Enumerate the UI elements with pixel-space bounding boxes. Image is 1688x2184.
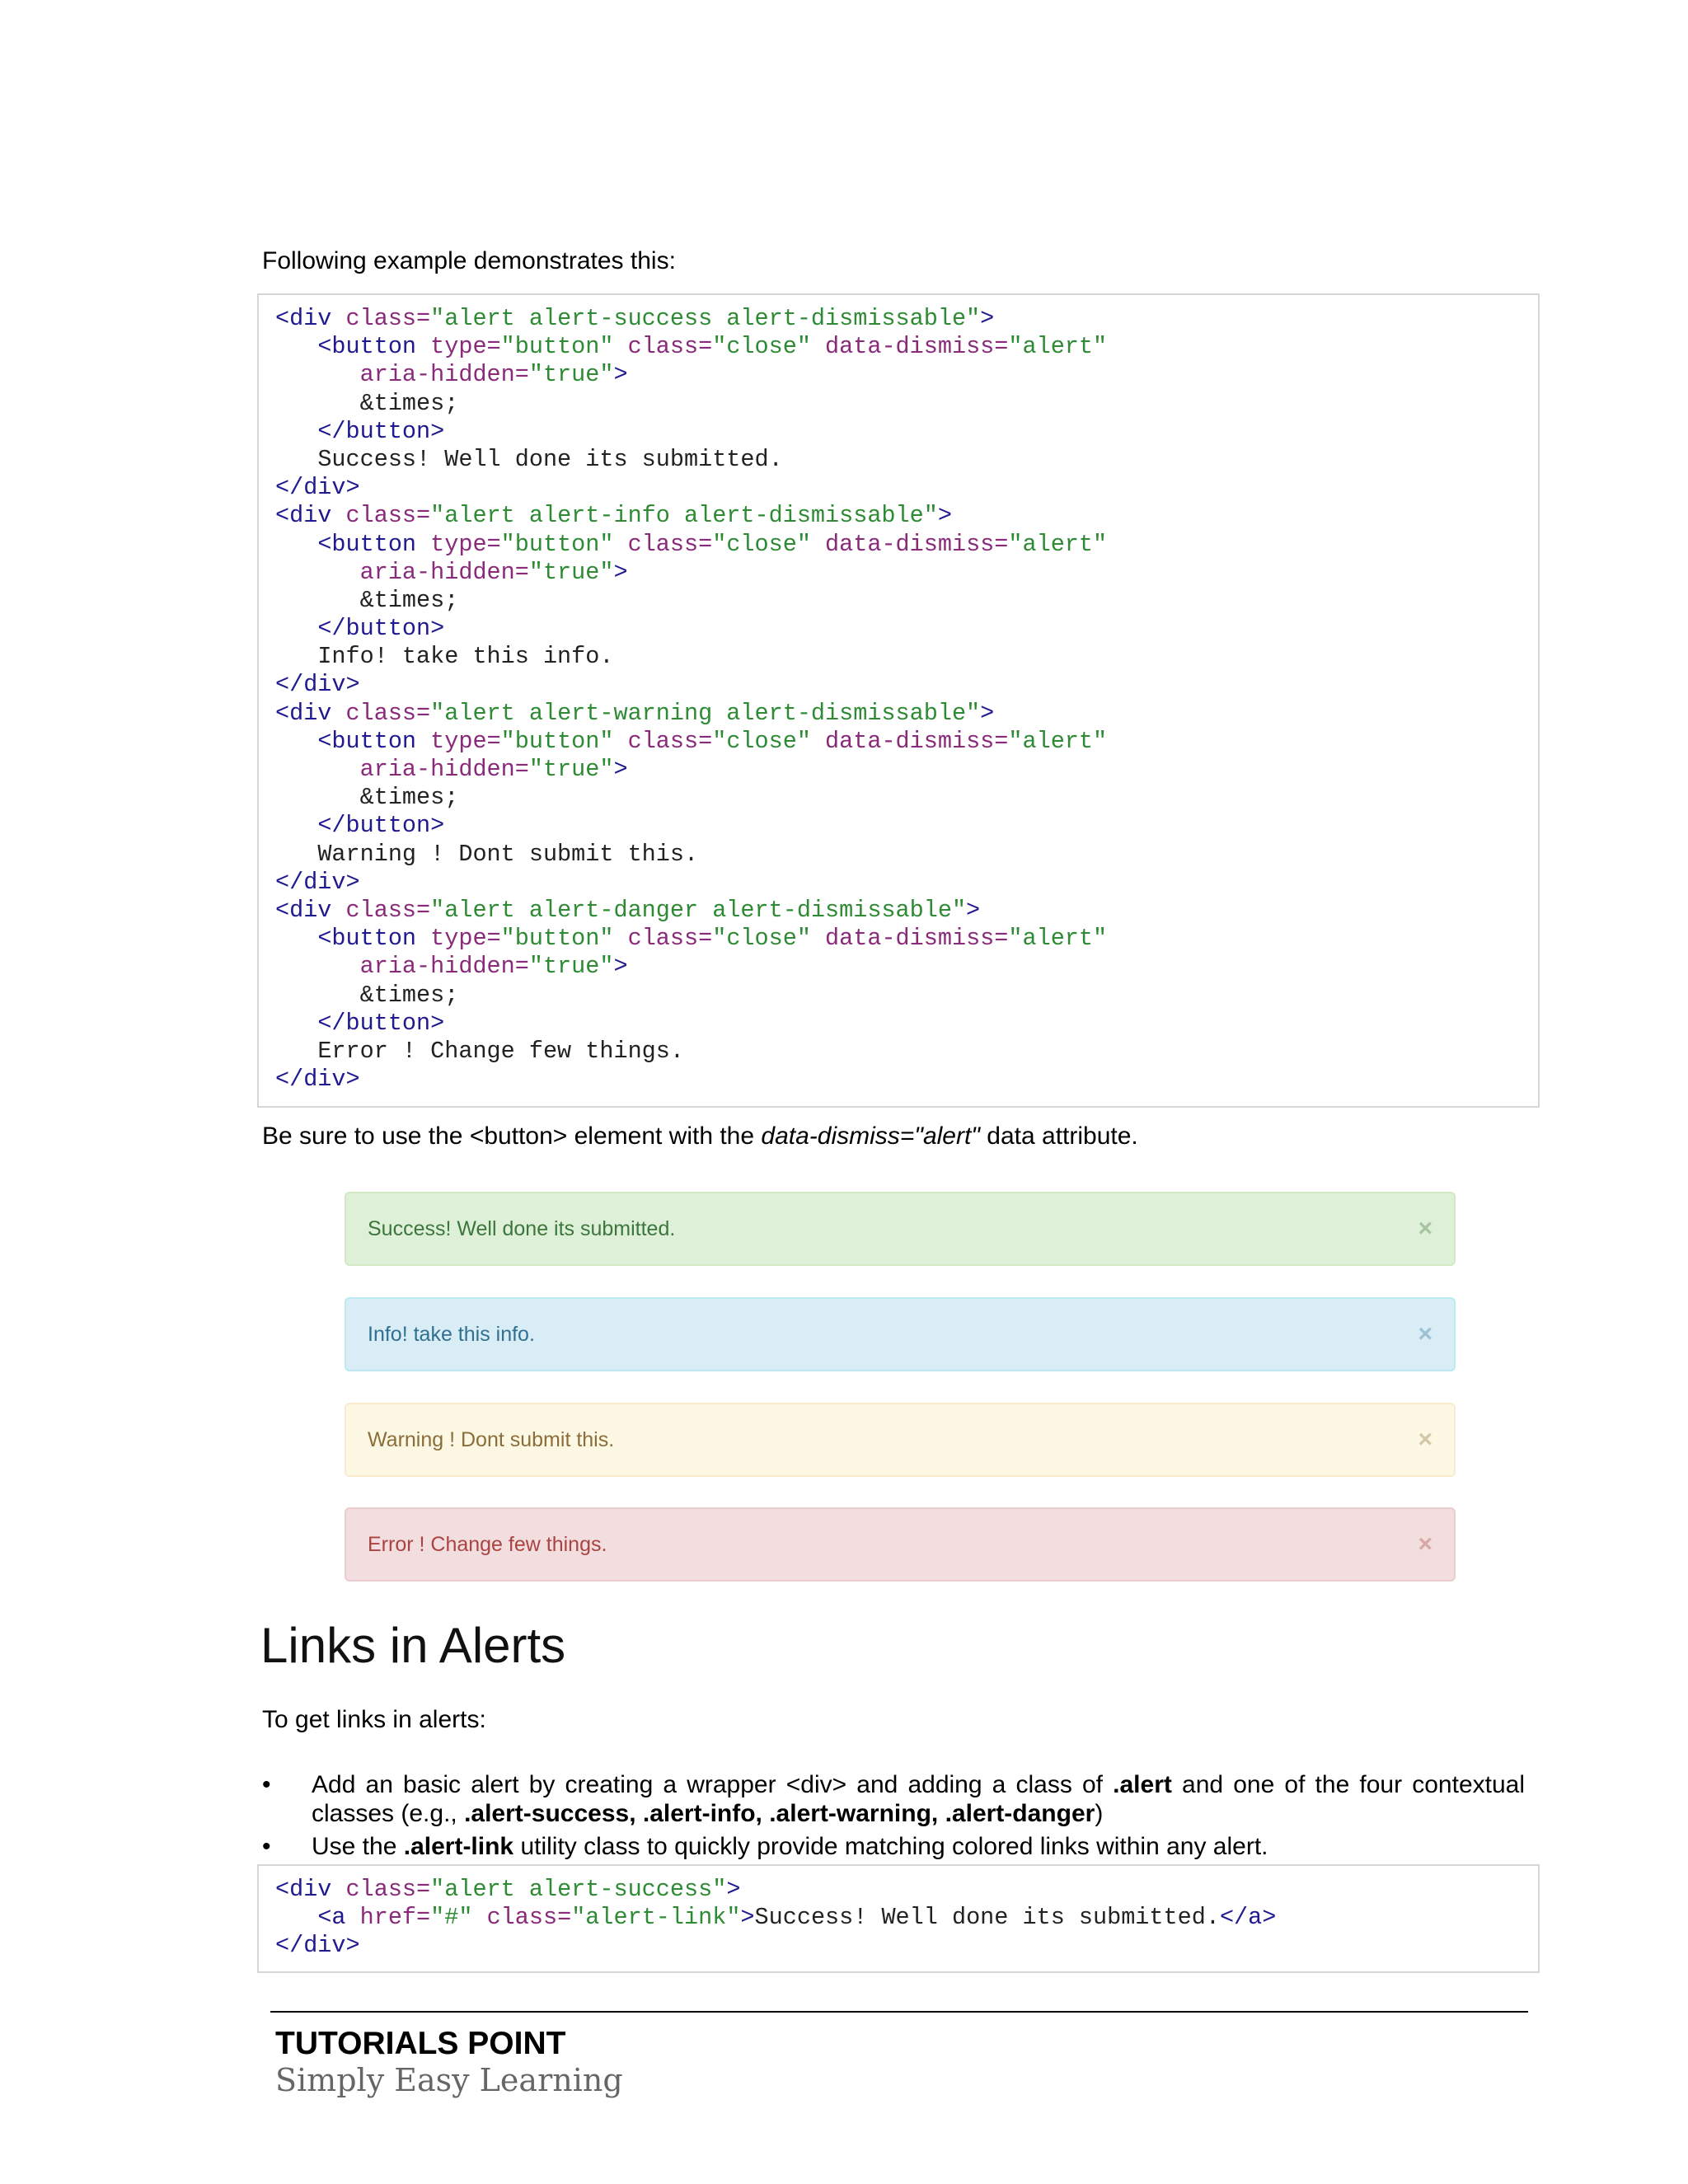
footer-tagline: Simply Easy Learning — [275, 2062, 623, 2098]
close-icon[interactable]: × — [1418, 1215, 1432, 1242]
code-token: </button> — [317, 812, 445, 840]
text-run: Use the — [312, 1833, 404, 1860]
code-token: "alert alert-warning alert-dismissable" — [430, 699, 981, 727]
code-token: class= — [345, 305, 431, 332]
code-token: class= — [486, 1904, 572, 1932]
code-token: Warning ! Dont submit this. — [317, 840, 699, 868]
text-run: ) — [1095, 1800, 1104, 1827]
code-token: &times; — [359, 784, 459, 812]
code-line — [275, 446, 1538, 474]
code-token: class= — [627, 530, 713, 558]
dismiss-note — [262, 1122, 1138, 1151]
section-intro: To get links in alerts: — [262, 1706, 486, 1733]
code-token: "close" — [712, 530, 826, 558]
code-token: data-dismiss= — [825, 530, 1009, 558]
code-token: > — [980, 699, 995, 727]
code-line — [275, 615, 1538, 643]
code-token: > — [726, 1876, 741, 1903]
code-token: &times; — [359, 389, 459, 417]
code-token: </a> — [1219, 1904, 1277, 1932]
code-token: "close" — [712, 727, 826, 755]
code-token: class= — [627, 727, 713, 755]
code-line — [275, 982, 1538, 1010]
code-token: aria-hidden= — [359, 953, 529, 981]
code-token: type= — [430, 530, 501, 558]
code-token: <button — [317, 727, 431, 755]
code-token: type= — [430, 333, 501, 361]
code-token: "button" — [500, 925, 628, 953]
alert-success — [345, 1192, 1456, 1266]
code-token: data-dismiss= — [825, 333, 1009, 361]
code-token: class= — [627, 333, 713, 361]
code-token: </div> — [275, 671, 360, 699]
code-block-alerts — [257, 293, 1540, 1108]
code-token: Success! Well done its submitted. — [754, 1904, 1220, 1932]
code-token: </div> — [275, 868, 360, 896]
code-line — [275, 587, 1538, 615]
code-line — [275, 531, 1538, 559]
code-line — [275, 305, 1538, 333]
code-token: <button — [317, 333, 431, 361]
code-token: "button" — [500, 333, 628, 361]
close-icon[interactable]: × — [1418, 1530, 1432, 1558]
code-line — [275, 333, 1538, 361]
code-line — [275, 1876, 1538, 1904]
bullet-icon: • — [262, 1833, 271, 1860]
code-line — [275, 756, 1538, 784]
code-token: > — [740, 1904, 755, 1932]
code-token: <div — [275, 699, 346, 727]
code-token: "alert-link" — [571, 1904, 741, 1932]
code-token: > — [613, 953, 628, 981]
code-token: </button> — [317, 615, 445, 643]
code-token: type= — [430, 727, 501, 755]
code-token: </div> — [275, 1932, 360, 1960]
code-token: <div — [275, 502, 346, 530]
code-line — [275, 812, 1538, 840]
alert-danger — [345, 1507, 1456, 1582]
code-line — [275, 474, 1538, 502]
code-token: > — [613, 361, 628, 389]
code-token: <div — [275, 305, 346, 332]
code-block-link — [257, 1864, 1540, 1973]
code-line — [275, 897, 1538, 925]
code-token: "alert alert-info alert-dismissable" — [430, 502, 938, 530]
alert-success-text: Success! Well done its submitted. — [368, 1216, 676, 1240]
code-token: Success! Well done its submitted. — [317, 445, 783, 473]
list-item-text — [312, 1770, 1525, 1828]
section-heading: Links in Alerts — [260, 1618, 566, 1673]
text-run: utility class to quickly provide matching colored links within any alert. — [513, 1833, 1268, 1860]
bold-term: .alert-success, .alert-info, .alert-warning, .alert-danger — [464, 1800, 1095, 1827]
code-token: </button> — [317, 417, 445, 445]
close-icon[interactable]: × — [1418, 1320, 1432, 1347]
intro-text: Following example demonstrates this: — [262, 247, 676, 274]
code-token: Info! take this info. — [317, 643, 614, 671]
bold-term: .alert — [1113, 1771, 1172, 1798]
code-token: "true" — [528, 361, 614, 389]
footer-brand: TUTORIALS POINT — [275, 2026, 566, 2061]
code-token: "button" — [500, 530, 628, 558]
code-listing — [275, 1876, 1538, 1961]
code-line — [275, 784, 1538, 812]
code-token: <div — [275, 1876, 346, 1903]
code-token: data-dismiss= — [825, 727, 1009, 755]
code-token: <a — [317, 1904, 360, 1932]
code-line — [275, 361, 1538, 389]
code-line — [275, 728, 1538, 756]
code-token: aria-hidden= — [359, 361, 529, 389]
code-token: "close" — [712, 333, 826, 361]
code-token: "alert" — [1008, 333, 1108, 361]
text-run: Add an basic alert by creating a wrapper <div> and adding a class of — [312, 1771, 1114, 1798]
code-token: </div> — [275, 474, 360, 502]
code-token: data-dismiss= — [825, 925, 1009, 953]
code-line — [275, 1066, 1538, 1094]
code-line — [275, 559, 1538, 587]
alert-warning-text: Warning ! Dont submit this. — [368, 1427, 615, 1451]
code-token: "button" — [500, 727, 628, 755]
alert-warning — [345, 1403, 1456, 1477]
code-token: "true" — [528, 953, 614, 981]
code-token: class= — [345, 1876, 431, 1903]
code-line — [275, 671, 1538, 699]
code-line — [275, 502, 1538, 530]
bold-term: .alert-link — [403, 1833, 514, 1860]
code-token: "true" — [528, 558, 614, 586]
code-token: "alert" — [1008, 530, 1108, 558]
footer-divider — [270, 2011, 1528, 2013]
code-token: "alert alert-success alert-dismissable" — [430, 305, 981, 332]
code-line — [275, 925, 1538, 953]
list-item — [262, 1832, 1525, 1861]
code-token: "close" — [712, 925, 826, 953]
code-line — [275, 1904, 1538, 1932]
code-token: &times; — [359, 586, 459, 614]
code-token: > — [613, 558, 628, 586]
code-token: </button> — [317, 1009, 445, 1037]
code-token: class= — [627, 925, 713, 953]
list-item-text — [312, 1832, 1525, 1861]
list-item — [262, 1770, 1525, 1828]
code-token: aria-hidden= — [359, 756, 529, 783]
alert-info-text: Info! take this info. — [368, 1322, 535, 1346]
code-token: <button — [317, 530, 431, 558]
alert-info — [345, 1297, 1456, 1371]
code-token: class= — [345, 699, 431, 727]
code-line — [275, 643, 1538, 671]
code-token: "true" — [528, 756, 614, 783]
code-token: "alert alert-danger alert-dismissable" — [430, 896, 967, 924]
code-token: aria-hidden= — [359, 558, 529, 586]
code-token: class= — [345, 896, 431, 924]
text-run: and one of the four contextual classes (e.g., — [312, 1771, 1525, 1827]
code-token: </div> — [275, 1066, 360, 1094]
code-token: <button — [317, 925, 431, 953]
code-line — [275, 953, 1538, 981]
bullet-list — [262, 1770, 1525, 1865]
code-line — [275, 869, 1538, 897]
note-after: data attribute. — [979, 1122, 1138, 1150]
code-line — [275, 390, 1538, 418]
code-line — [275, 1010, 1538, 1038]
code-token: <div — [275, 896, 346, 924]
code-line — [275, 1932, 1538, 1960]
code-token: class= — [345, 502, 431, 530]
code-token: "#" — [430, 1904, 487, 1932]
close-icon[interactable]: × — [1418, 1426, 1432, 1453]
code-token: > — [966, 896, 981, 924]
code-line — [275, 841, 1538, 869]
code-token: > — [937, 502, 952, 530]
note-before: Be sure to use the <button> element with the — [262, 1122, 762, 1150]
code-line — [275, 418, 1538, 446]
code-token: > — [613, 756, 628, 783]
code-listing — [275, 305, 1538, 1094]
code-token: Error ! Change few things. — [317, 1037, 684, 1065]
code-token: > — [980, 305, 995, 332]
code-token: "alert alert-success" — [430, 1876, 727, 1903]
code-token: &times; — [359, 981, 459, 1009]
code-token: "alert" — [1008, 727, 1108, 755]
alert-danger-text: Error ! Change few things. — [368, 1532, 607, 1556]
note-emphasis: data-dismiss="alert" — [761, 1122, 980, 1150]
code-line — [275, 1038, 1538, 1066]
code-token: type= — [430, 925, 501, 953]
code-token: href= — [359, 1904, 431, 1932]
bullet-icon: • — [262, 1771, 271, 1798]
code-token: "alert" — [1008, 925, 1108, 953]
code-line — [275, 700, 1538, 728]
